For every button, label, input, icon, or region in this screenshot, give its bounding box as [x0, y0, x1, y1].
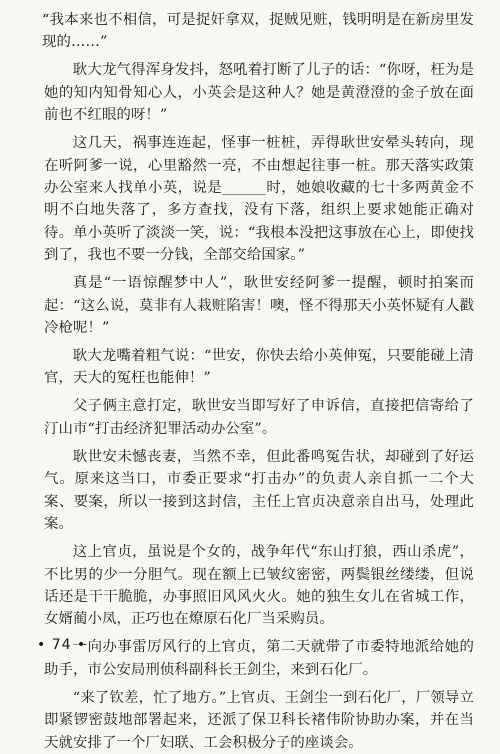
paragraph: 一向办事雷厉风行的上官贞，第二天就带了市委特地派给她的助手，市公安局刑侦科副科长王剑尘，来到石化厂。 [44, 639, 474, 678]
paragraph: 父子俩主意打定，耿世安当即写好了申诉信，直接把信寄给了汀山市“打击经济犯罪活动办公室”。 [44, 398, 474, 437]
paragraph: 耿大龙嘴着粗气说：“世安，你快去给小英伸冤，只要能碰上清官，天大的冤枉也能伸！” [44, 348, 474, 387]
paragraph: “我本来也不相信，可是捉奸拿双，捉贼见赃，钱明明是在新房里发现的……” [42, 12, 474, 51]
paragraph: 这几天，祸事连连起，怪事一桩桩，弄得耿世安晕头转向，现在听阿爹一说，心里豁然一亮，不由想起往事一桩。那天落实政策办公室来人找单小英，说是______时，她娘收藏的七十多两黄金不明不白地失落了，多方查找，没有下落，组织上要求她能正确对待。单小英听了淡淡一笑，说：“我根本没把这事放在心上，即使找到了，我也不要一分钱，全部交给国家。” [44, 135, 474, 264]
paragraph: “来了钦差，忙了地方。”上官贞、王剑尘一到石化厂，厂领导立即紧锣密鼓地部署起来，还派了保卫科长褚伟阶协助办案，并在当天就安排了一个厂妇联、工会积极分子的座谈会。 [44, 689, 474, 751]
paragraph: 真是“一语惊醒梦中人”，耿世安经阿爹一提醒，顿时拍案而起：“这么说，莫非有人栽赃陷害！噢，怪不得那天小英怀疑有人戳冷枪呢！” [44, 275, 474, 337]
page-number: • 74 • [37, 637, 87, 653]
paragraph: 耿世安未憾丧妻，当然不幸，但此番鸣冤告状，却碰到了好运气。原来这当口，市委正要求“打击办”的负责人亲自抓一二个大案、要案，所以一接到这封信，主任上官贞决意亲自出马，处理此案。 [44, 448, 474, 533]
paragraph: 这上官贞，虽说是个女的，战争年代“东山打狼，西山杀虎”，不比男的少一分胆气。现在额上已皱纹密密，两鬓银丝缕缕，但说话还是干干脆脆，办事照旧风风火火。她的独生女儿在省城工作，女婿蔺小凤，正巧也在燎原石化厂当采购员。 [44, 544, 474, 628]
paragraph: 耿大龙气得浑身发抖，怒吼着打断了儿子的话：“你呀，枉为是她的知内知骨知心人，小英会是这种人？她是黄澄澄的金子放在面前也不红眼的呀！” [44, 62, 474, 124]
